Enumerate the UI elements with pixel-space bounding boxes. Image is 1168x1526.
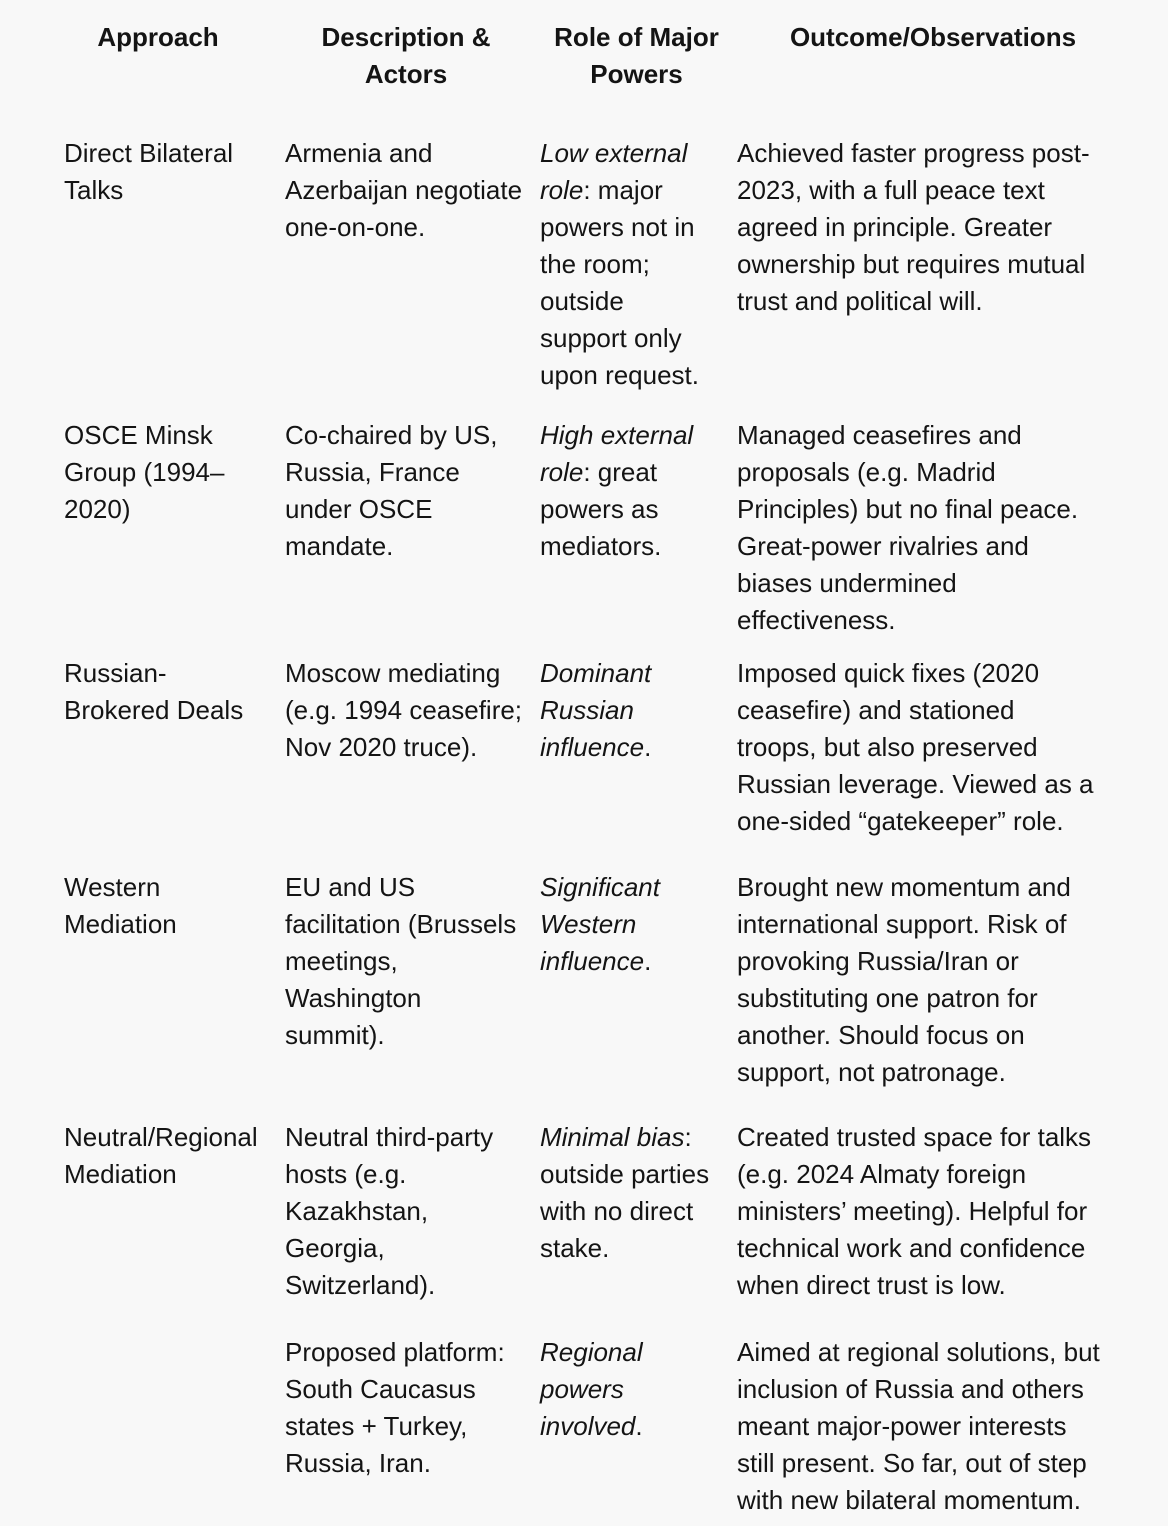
role-emphasis: Regional powers involved [540,1337,643,1441]
cell-role [540,1119,737,1267]
cell-description: Moscow mediating (e.g. 1994 ceasefire; Nov 2020 truce). [285,658,523,762]
cell-approach: Russian-Brokered Deals [64,658,244,725]
cell-outcome: Brought new momentum and international support. Risk of provoking Russia/Iran or substituting one patron for another. Should focus on support, not patronage. [737,872,1071,1087]
table-row [64,135,1168,394]
cell-outcome: Imposed quick fixes (2020 ceasefire) and stationed troops, but also preserved Russian leverage. Viewed as a one-sided “gatekeeper” role. [737,658,1094,836]
role-rest: . [644,732,652,762]
cell-role [540,869,737,980]
header-outcome-observations: Outcome/Observations [789,22,1077,52]
role-rest: : major powers not in the room; outside support only upon request. [540,175,700,390]
table-row [64,417,1168,639]
role-emphasis: Dominant Russian influence [540,658,652,762]
cell-approach: Western Mediation [64,872,177,939]
role-rest: : great powers as mediators. [540,457,662,561]
cell-role [540,135,737,394]
role-emphasis: Low external role [540,138,688,205]
table-header-row [64,19,1168,93]
cell-approach: Neutral/Regional Mediation [64,1122,258,1189]
cell-description: EU and US facilitation (Brussels meetings, Washington summit). [285,872,517,1050]
table-row [64,869,1168,1091]
table-row [64,1334,1168,1519]
role-rest: : outside parties with no direct stake. [540,1122,710,1263]
cell-role [540,1334,737,1445]
header-description-actors: Description & Actors [321,22,491,89]
cell-description: Armenia and Azerbaijan negotiate one-on-one. [285,138,523,242]
cell-outcome: Created trusted space for talks (e.g. 2024 Almaty foreign ministers’ meeting). Helpful for technical work and confidence when direct trust is low. [737,1122,1092,1300]
cell-outcome: Achieved faster progress post-2023, with a full peace text agreed in principle. Greater ownership but requires mutual trust and political will. [737,138,1090,316]
cell-description: Co-chaired by US, Russia, France under OSCE mandate. [285,420,498,561]
role-emphasis: Minimal bias [540,1122,685,1152]
table-row [64,655,1168,840]
header-role-of-major-powers: Role of Major Powers [554,22,719,89]
role-emphasis: Significant Western influence [540,872,660,976]
cell-role [540,655,737,766]
cell-outcome: Managed ceasefires and proposals (e.g. Madrid Principles) but no final peace. Great-power rivalries and biases undermined effectiveness. [737,420,1079,635]
role-emphasis: High external role [540,420,694,487]
header-approach: Approach [97,22,219,52]
role-rest: . [635,1411,643,1441]
role-rest: . [644,946,652,976]
cell-approach [64,1334,285,1371]
cell-approach: Direct Bilateral Talks [64,138,234,205]
cell-approach: OSCE Minsk Group (1994–2020) [64,420,225,524]
table-row [64,1119,1168,1304]
cell-outcome: Aimed at regional solutions, but inclusion of Russia and others meant major-power interests still present. So far, out of step with new bilateral momentum. [737,1337,1100,1515]
cell-description: Neutral third-party hosts (e.g. Kazakhstan, Georgia, Switzerland). [285,1122,494,1300]
cell-description: Proposed platform: South Caucasus states + Turkey, Russia, Iran. [285,1337,505,1478]
cell-role [540,417,737,565]
